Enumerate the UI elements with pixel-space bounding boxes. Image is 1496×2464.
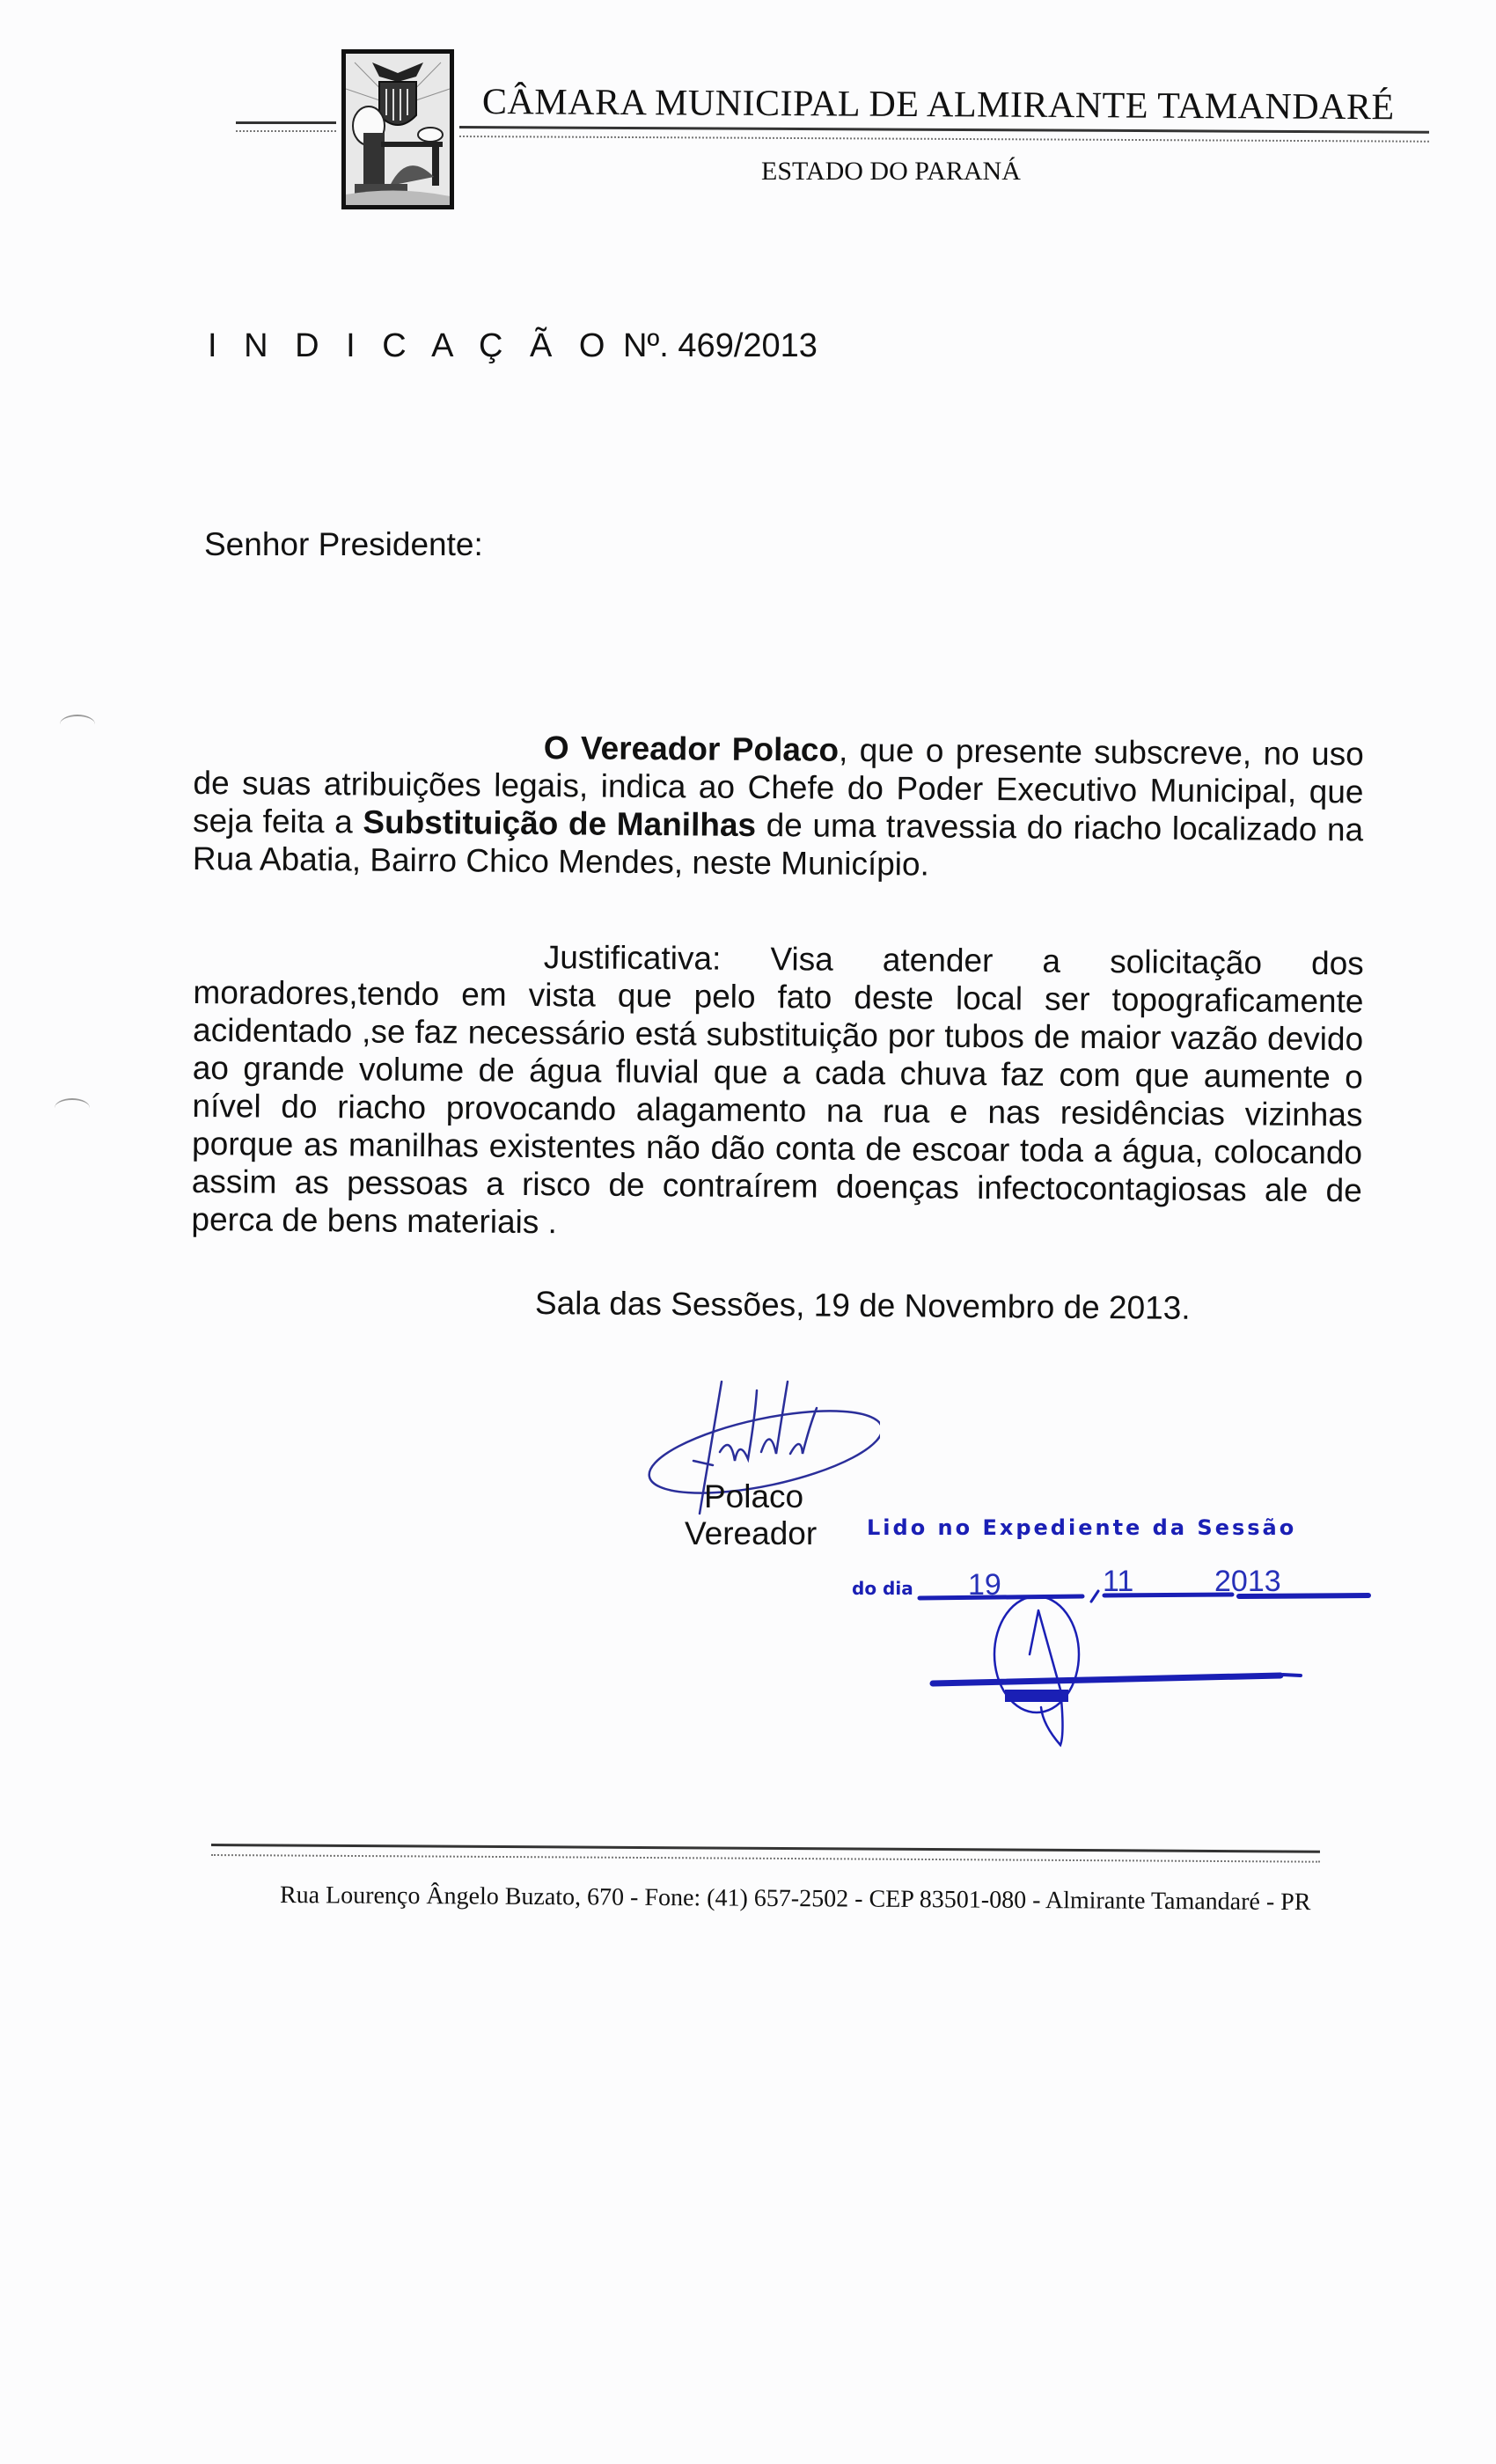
closing-date-line: Sala das Sessões, 19 de Novembro de 2013. [534, 1285, 1191, 1326]
stamp-day-prefix: do dia [852, 1578, 913, 1599]
request-paragraph [193, 726, 1364, 886]
state-subtitle: ESTADO DO PARANÁ [761, 157, 1021, 186]
stamp-read-in-session: Lido no Expediente da Sessão [867, 1515, 1297, 1540]
councilor-name-bold: O Vereador Polaco [543, 730, 840, 768]
stamp-year: 2013 [1214, 1565, 1281, 1598]
punch-hole-mark [60, 715, 95, 734]
footer-rule-thin [211, 1854, 1320, 1863]
footer-address: Rua Lourenço Ângelo Buzato, 670 - Fone: (41) 657-2502 - CEP 83501-080 - Almirante Tamandaré - PR [279, 1881, 1311, 1917]
number-label: Nº. [622, 327, 669, 364]
request-text-2: de uma travessia do riacho localizado na Rua Abatia, Bairro Chico Mendes, neste Município. [192, 807, 1364, 883]
signer-name: Polaco [704, 1478, 804, 1514]
salutation: Senhor Presidente: [204, 526, 483, 562]
signer-role: Vereador [685, 1515, 818, 1551]
document-number: 469/2013 [678, 327, 818, 364]
document-number-heading [208, 327, 818, 365]
punch-hole-mark [55, 1098, 90, 1118]
justification-text: Justificativa: Visa atender a solicitação dos moradores,tendo em vista que pelo fato deste local ser topograficamente acidentado ,se faz necessário está substituição por tubos de maior vazão devido ao grande volume de água fluvial que a cada chuva faz com que aumente o nível do riacho provocando alagamento na rua e nas residências vizinhas porque as manilhas existentes não dão conta de escoar toda a água, colocando assim as pessoas a risco de contraírem doenças infectocontagiosas ale de perca de bens materiais . [191, 939, 1364, 1241]
request-subject-bold: Substituição de Manilhas [363, 803, 757, 844]
justification-paragraph [191, 935, 1364, 1247]
header-rule-right-thin [459, 136, 1429, 143]
footer-rule [211, 1844, 1320, 1853]
stamp-month: 11 [1103, 1565, 1134, 1598]
stamp-title-blot [1005, 1690, 1068, 1702]
session-stamp-marks [774, 1496, 1373, 1778]
document-type-label: I N D I C A Ç Ã O [208, 327, 614, 364]
header-rule-left [236, 121, 336, 124]
stamp-day: 19 [968, 1568, 1001, 1602]
municipal-crest-logo [341, 49, 454, 209]
header-rule-left-thin [236, 130, 336, 132]
institution-title: CÂMARA MUNICIPAL DE ALMIRANTE TAMANDARÉ [481, 82, 1395, 128]
request-text-1: , que o presente subscreve, no uso de suas atribuições legais, indica ao Chefe do Poder Executivo Municipal, que seja feita a [192, 731, 1364, 840]
